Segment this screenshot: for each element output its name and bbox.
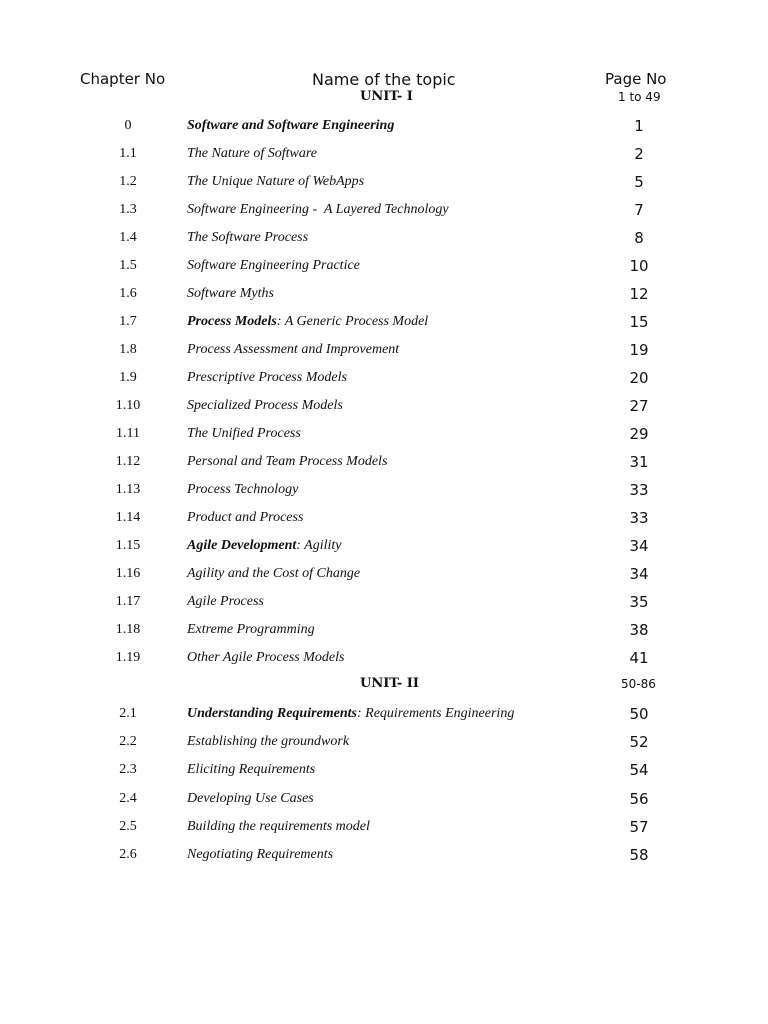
toc-row [0,311,768,335]
chapter-number: 1.8 [119,342,137,357]
topic-text: The Software Process [187,230,309,245]
chapter-number: 1.15 [115,538,141,553]
topic-title [187,819,370,835]
page-number: 15 [629,313,649,331]
page-number: 34 [629,537,649,555]
topic-title [187,622,315,638]
page-number: 54 [629,761,649,779]
topic-title [187,258,360,274]
topic-title [187,594,264,610]
topic-title [187,146,317,162]
chapter-number: 1.12 [115,454,141,469]
toc-row [0,143,768,167]
toc-row [0,255,768,279]
toc-row [0,171,768,195]
page-number: 33 [629,481,649,499]
chapter-number: 1.14 [115,510,141,525]
topic-text: Prescriptive Process Models [187,370,347,385]
chapter-number: 1.16 [115,566,141,581]
topic-title [187,118,394,134]
toc-row [0,844,768,868]
topic-text: Building the requirements model [187,819,370,834]
chapter-number: 1.18 [115,622,141,637]
topic-text: : A Generic Process Model [276,314,429,329]
topic-text: Product and Process [187,510,304,525]
toc-row [0,563,768,587]
page-number: 27 [629,397,649,415]
toc-row [0,703,768,727]
toc-row [0,479,768,503]
topic-text: Software Myths [187,286,274,301]
topic-title [187,791,314,807]
toc-row [0,423,768,447]
page-number: 2 [634,145,644,163]
chapter-number: 1.10 [115,398,141,413]
toc-row [0,759,768,783]
topic-text: Establishing the groundwork [187,734,350,749]
page-number: 35 [629,593,649,611]
topic-title [187,286,274,302]
page-number: 52 [629,733,649,751]
chapter-number: 1.3 [119,202,137,217]
toc-row [0,227,768,251]
page-number: 50 [629,705,649,723]
page-number: 19 [629,341,649,359]
topic-text: : Agility [296,538,342,553]
topic-text: Specialized Process Models [187,398,343,413]
toc-row [0,367,768,391]
toc-row [0,395,768,419]
page-number: 29 [629,425,649,443]
page-number: 20 [629,369,649,387]
topic-section-heading: Understanding Requirements [187,706,357,721]
topic-text: Negotiating Requirements [187,847,334,862]
toc-row [0,816,768,840]
chapter-number: 2.2 [119,734,137,749]
chapter-number: 1.19 [115,650,141,665]
topic-section-heading: Software and Software Engineering [187,118,395,133]
topic-title [187,706,514,722]
chapter-number: 2.1 [119,706,137,721]
topic-text: The Unique Nature of WebApps [187,174,365,189]
toc-header-chapter: Chapter No [80,70,166,88]
topic-text: Software Engineering - A Layered Technology [187,202,449,217]
chapter-number: 2.4 [119,791,137,806]
page-number: 56 [629,790,649,808]
page-number: 12 [629,285,649,303]
topic-text: Agile Process [187,594,264,609]
chapter-number: 1.6 [119,286,137,301]
toc-row [0,339,768,363]
topic-title [187,734,349,750]
page-number: 7 [634,201,644,219]
topic-title [187,426,301,442]
toc-header-topic: Name of the topic [312,70,456,89]
topic-text: Agility and the Cost of Change [187,566,361,581]
unit-1-title: UNIT- I [360,89,413,104]
topic-title [187,762,315,778]
chapter-number: 2.3 [119,762,137,777]
topic-text: Extreme Programming [187,622,315,637]
topic-title [187,370,347,386]
toc-row [0,535,768,559]
toc-row [0,619,768,643]
topic-title [187,847,333,863]
topic-text: The Nature of Software [187,146,318,161]
topic-title [187,650,344,666]
page-number: 33 [629,509,649,527]
page-number: 10 [629,257,649,275]
topic-text: The Unified Process [187,426,301,441]
chapter-number: 2.5 [119,819,137,834]
chapter-number: 1.4 [119,230,137,245]
topic-text: Personal and Team Process Models [187,454,388,469]
page-number: 41 [629,649,649,667]
chapter-number: 1.9 [119,370,137,385]
topic-text: Eliciting Requirements [187,762,316,777]
chapter-number: 0 [124,118,132,133]
toc-row [0,115,768,139]
unit-1-range: 1 to 49 [618,90,661,104]
page-number: 38 [629,621,649,639]
topic-title [187,454,387,470]
topic-title [187,510,303,526]
toc-row [0,199,768,223]
chapter-number: 1.5 [119,258,137,273]
chapter-number: 1.13 [115,482,141,497]
topic-section-heading: Agile Development [187,538,297,553]
toc-row [0,507,768,531]
chapter-number: 1.17 [115,594,141,609]
topic-text: Developing Use Cases [187,791,314,806]
unit-2-title: UNIT- II [360,676,419,691]
chapter-number: 2.6 [119,847,137,862]
page-number: 34 [629,565,649,583]
page-number: 58 [629,846,649,864]
page-number: 57 [629,818,649,836]
chapter-number: 1.2 [119,174,137,189]
topic-text: : Requirements Engineering [356,706,515,721]
toc-row [0,731,768,755]
toc-header-page: Page No [605,70,667,88]
topic-title [187,202,449,218]
toc-row [0,647,768,671]
page-number: 1 [634,117,644,135]
topic-title [187,398,343,414]
topic-title [187,566,360,582]
chapter-number: 1.1 [119,146,137,161]
topic-title [187,342,399,358]
topic-title [187,230,308,246]
topic-text: Process Technology [187,482,299,497]
chapter-number: 1.11 [116,426,140,441]
unit-2-range: 50-86 [621,677,656,691]
page-number: 5 [634,173,644,191]
topic-text: Software Engineering Practice [187,258,360,273]
toc-row [0,591,768,615]
toc-row [0,788,768,812]
topic-title [187,482,298,498]
toc-row [0,451,768,475]
topic-title [187,538,342,554]
chapter-number: 1.7 [119,314,137,329]
toc-row [0,283,768,307]
topic-title [187,314,428,330]
topic-text: Other Agile Process Models [187,650,345,665]
topic-title [187,174,364,190]
page-number: 8 [634,229,644,247]
topic-section-heading: Process Models [187,314,277,329]
page-number: 31 [629,453,649,471]
topic-text: Process Assessment and Improvement [187,342,400,357]
